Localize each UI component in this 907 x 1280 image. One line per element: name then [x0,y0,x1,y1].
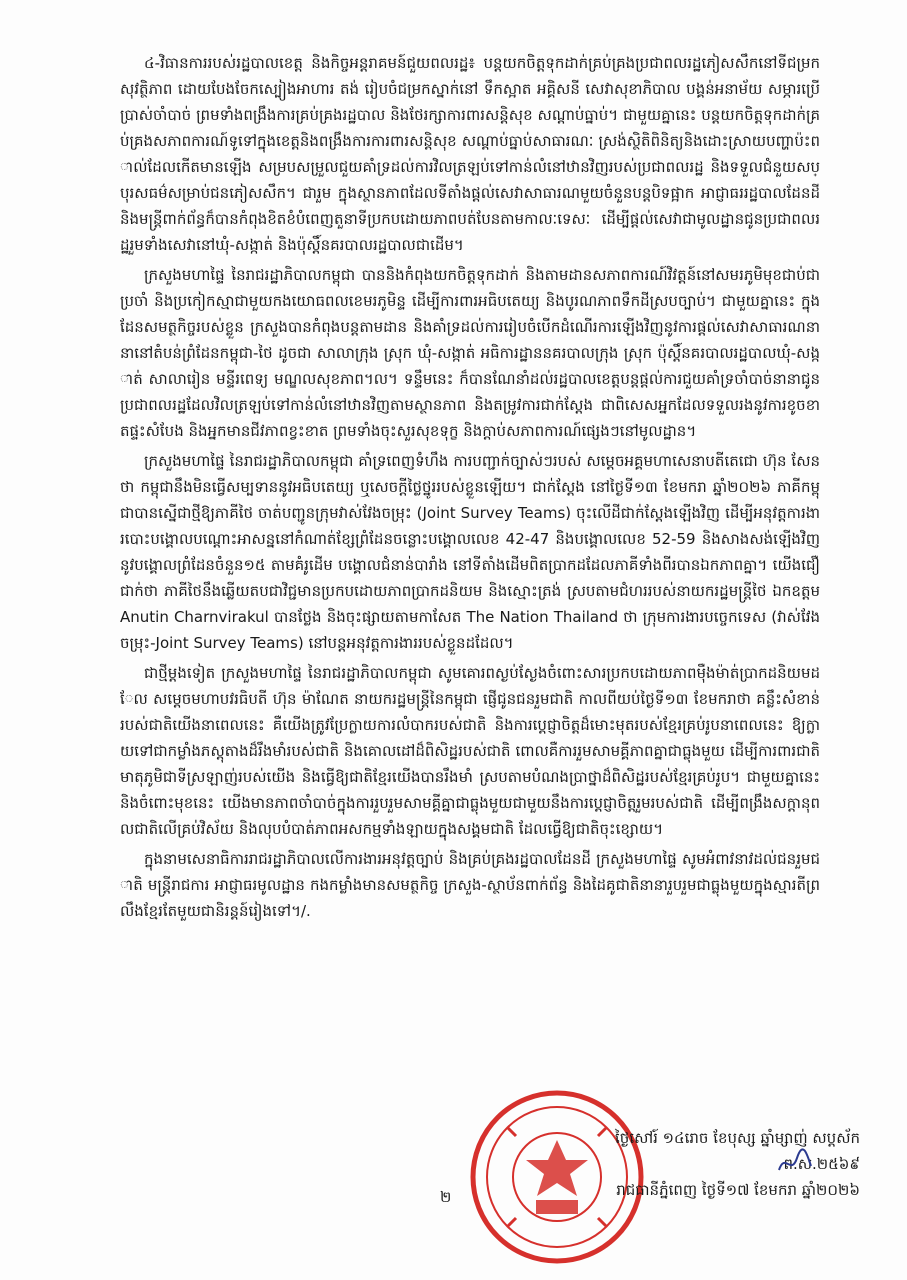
page-number: ២ [440,1188,452,1206]
paragraph-3: ក្រសួងមហាផ្ទៃ នៃរាជរដ្ឋាភិបាលកម្ពុជា គាំទ្រពេញទំហឹង ការបញ្ជាក់ច្បាស់ៗរបស់ សម្តេចអគ្គមហាសេនាបតីតេជោ ហ៊ុន សែន ថា កម្ពុជានឹងមិនធ្វើសម្បទាននូវអធិបតេយ្យ ឬសេចក្តីថ្លៃថ្នូររបស់ខ្លួនឡើយ។ ជាក់ស្តែង នៅថ្ងៃទី១៣ ខែមករា ឆ្នាំ២០២៦ ភាគីកម្ពុជាបានស្នើជាថ្មីឱ្យភាគីថៃ ចាត់បញ្ជូនក្រុមវាស់វែងចម្រុះ (Joint Survey Teams) ចុះលើដីជាក់ស្តែងឡើងវិញ ដើម្បីអនុវត្តការងារបោះបង្គោលបណ្តោះអាសន្ននៅកំណាត់ខ្សែព្រំដែនចន្លោះបង្គោលលេខ 42-47 និងបង្គោលលេខ 52-59 និងសាងសង់ឡើងវិញនូវបង្គោលព្រំដែនចំនួន១៥ តាមគំរូដើម បង្គោលជំនាន់បារាំង នៅទីតាំងដើមពិតប្រាកដដែលភាគីទាំងពីរបានឯកភាពគ្នា។ យើងជឿជាក់ថា ភាគីថៃនឹងឆ្លើយតបជាវិជ្ជមានប្រកបដោយភាពប្រាកដនិយម និងស្មោះត្រង់ ស្របតាមជំហររបស់នាយករដ្ឋមន្ត្រីថៃ ឯកឧត្តម Anutin Charnvirakul បានថ្លែង និងចុះផ្សាយតាមកាសែត The Nation Thailand ថា ក្រុមការងារបច្ចេកទេស (វាស់វែងចម្រុះ-Joint Survey Teams) នៅបន្តអនុវត្តការងាររបស់ខ្លួនដដែល។ [120,452,820,652]
signature-icon [775,1148,815,1178]
paragraph-2: ក្រសួងមហាផ្ទៃ នៃរាជរដ្ឋាភិបាលកម្ពុជា បាននិងកំពុងយកចិត្តទុកដាក់ និងតាមដានសភាពការណ៍វិវត្តន៍នៅសមរភូមិមុខជាប់ជាប្រចាំ និងប្រកៀកស្មាជាមួយកងយោធពលខេមរភូមិន្ទ ដើម្បីការពារអធិបតេយ្យ និងបូរណភាពទឹកដីស្របច្បាប់។ ជាមួយគ្នានេះ ក្នុងដែនសមត្ថកិច្ចរបស់ខ្លួន ក្រសួងបានកំពុងបន្តតាមដាន និងគាំទ្រដល់ការរៀបចំបើកដំណើរការឡើងវិញនូវការផ្តល់សេវាសាធារណនានានៅតំបន់ព្រំដែនកម្ពុជា-ថៃ ដូចជា សាលាក្រុង ស្រុក ឃុំ-សង្កាត់ អធិការដ្ឋាននគរបាលក្រុង ស្រុក ប៉ុស្តិ៍នគរបាលរដ្ឋបាលឃុំ-សង្កាត់ សាលារៀន មន្ទីរពេទ្យ មណ្ឌលសុខភាព។ល។ ទន្ទឹមនេះ ក៏បានណែនាំដល់រដ្ឋបាលខេត្តបន្តផ្តល់ការជួយគាំទ្រចាំបាច់នានាជូនប្រជាពលរដ្ឋដែលវិលត្រឡប់ទៅកាន់លំនៅឋានវិញតាមស្ថានភាព និងតម្រូវការជាក់ស្តែង ជាពិសេសអ្នកដែលទទួលរងនូវការខូចខាតផ្ទះសំបែង និងអ្នកមានជីវភាពខ្វះខាត ព្រមទាំងចុះសួរសុខទុក្ខ និងក្តាប់សភាពការណ៍ផ្សេងៗនៅមូលដ្ឋាន។ [120,266,820,440]
date-lunar: ថ្ងៃសៅរ៍ ១៤រោច ខែបុស្ស ឆ្នាំម្សាញ់ សប្តស័ក ព.ស.២៥៦៩ [615,1129,860,1173]
paragraph-5: ក្នុងនាមសេនាធិការរាជរដ្ឋាភិបាលលើការងារអនុវត្តច្បាប់ និងគ្រប់គ្រងរដ្ឋបាលដែនដី ក្រសួងមហាផ្ទៃ សូមអំពាវនាវដល់ជនរួមជាតិ មន្ត្រីរាជការ អាជ្ញាធរមូលដ្ឋាន កងកម្លាំងមានសមត្ថកិច្ច ក្រសួង-ស្ថាប័នពាក់ព័ន្ធ និងដៃគូជាតិនានារួបរួមជាធ្លុងមួយក្នុងស្មារតីព្រលឹងខ្មែរតែមួយជានិរន្តន៍រៀងទៅ។/. [120,850,820,920]
date-solar: រាជធានីភ្នំពេញ ថ្ងៃទី១៧ ខែមករា ឆ្នាំ២០២៦ [616,1181,860,1199]
paragraph-4: ជាថ្មីម្តងទៀត ក្រសួងមហាផ្ទៃ នៃរាជរដ្ឋាភិបាលកម្ពុជា សូមគោរពស្ងប់ស្ងែងចំពោះសារប្រកបដោយភាពម៉ឺងម៉ាត់ប្រាកដនិយមដែល សម្តេចមហាបវរធិបតី ហ៊ុន ម៉ាណែត នាយករដ្ឋមន្ត្រីនៃកម្ពុជា ផ្ញើជូនជនរួមជាតិ កាលពីយប់ថ្ងៃទី១៣ ខែមករាថា គន្លឹះសំខាន់របស់ជាតិយើងនាពេលនេះ គឺយើងត្រូវប្រែក្លាយការលំបាករបស់ជាតិ និងការប្តេជ្ញាចិត្តដ៏មោះមុតរបស់ខ្មែរគ្រប់រូបនាពេលនេះ ឱ្យក្លាយទៅជាកម្លាំងភស្តុតាងដ៏រឹងមាំរបស់ជាតិ និងគោលដៅដ៏ពិសិដ្ឋរបស់ជាតិ ពោលគឺការរួមសាមគ្គីភាពគ្នាជាធ្លុងមួយ ដើម្បីការពារជាតិមាតុភូមិជាទីស្រឡាញ់របស់យើង និងធ្វើឱ្យជាតិខ្មែរយើងបានរឹងមាំ ស្របតាមបំណងប្រាថ្នាដ៏ពិសិដ្ឋរបស់ខ្មែរគ្រប់រូប។ ជាមួយគ្នានេះ និងចំពោះមុខនេះ យើងមានភាពចាំបាច់ក្នុងការរួបរួមសាមគ្គីគ្នាជាធ្លុងមួយជាមួយនឹងការប្តេជ្ញាចិត្តរួមរបស់ជាតិ ដើម្បីពង្រឹងសក្តានុពលជាតិលើគ្រប់វិស័យ និងលុបបំបាត់ភាពអសកម្មទាំងឡាយក្នុងសង្គមជាតិ ដែលធ្វើឱ្យជាតិចុះខ្សោយ។ [120,664,820,838]
document-body [120,50,820,928]
paragraph-1: ៤-វិធានការរបស់រដ្ឋបាលខេត្ត និងកិច្ចអន្តរាគមន៍ជួយពលរដ្ឋ៖ បន្តយកចិត្តទុកដាក់គ្រប់គ្រងប្រជាពលរដ្ឋភៀសសឹកនៅទីជម្រកសុវត្ថិភាព ដោយបែងចែកស្បៀងអាហារ តង់ រៀបចំជម្រកស្នាក់នៅ ទឹកស្អាត អគ្គិសនី សេវាសុខាភិបាល បង្គន់អនាម័យ សម្ភារប្រើប្រាស់ចាំបាច់ ព្រមទាំងពង្រឹងការគ្រប់គ្រងរដ្ឋបាល និងថែរក្សាការពារសន្តិសុខ សណ្តាប់ធ្នាប់។ ជាមួយគ្នានេះ បន្តយកចិត្តទុកដាក់គ្រប់គ្រងសភាពការណ៍ទូទៅក្នុងខេត្តនិងពង្រឹងការការពារសន្តិសុខ សណ្តាប់ធ្នាប់សាធារណៈ ស្រង់ស្ថិតិពិនិត្យនិងដោះស្រាយបញ្ហាប៉ះពាល់ដែលកើតមានឡើង សម្របសម្រួលជួយគាំទ្រដល់ការវិលត្រឡប់ទៅកាន់លំនៅឋានវិញរបស់ប្រជាពលរដ្ឋ និងទទួលជំនួយសប្បុរសធម៌សម្រាប់ជនភៀសសឹក។ ជារួម ក្នុងស្ថានភាពដែលទីតាំងផ្តល់សេវាសាធារណមួយចំនួនបន្តបិទផ្អាក អាជ្ញាធររដ្ឋបាលដែនដី និងមន្ត្រីពាក់ព័ន្ធក៏បានកំពុងខិតខំបំពេញតួនាទីប្រកបដោយភាពបត់បែនតាមកាលៈទេសៈ ដើម្បីផ្តល់សេវាជាមូលដ្ឋានជូនប្រជាពលរដ្ឋរួមទាំងសេវានៅឃុំ-សង្កាត់ និងប៉ុស្តិ៍នគរបាលរដ្ឋបាលជាដើម។ [120,54,820,254]
date-block [560,1125,860,1203]
